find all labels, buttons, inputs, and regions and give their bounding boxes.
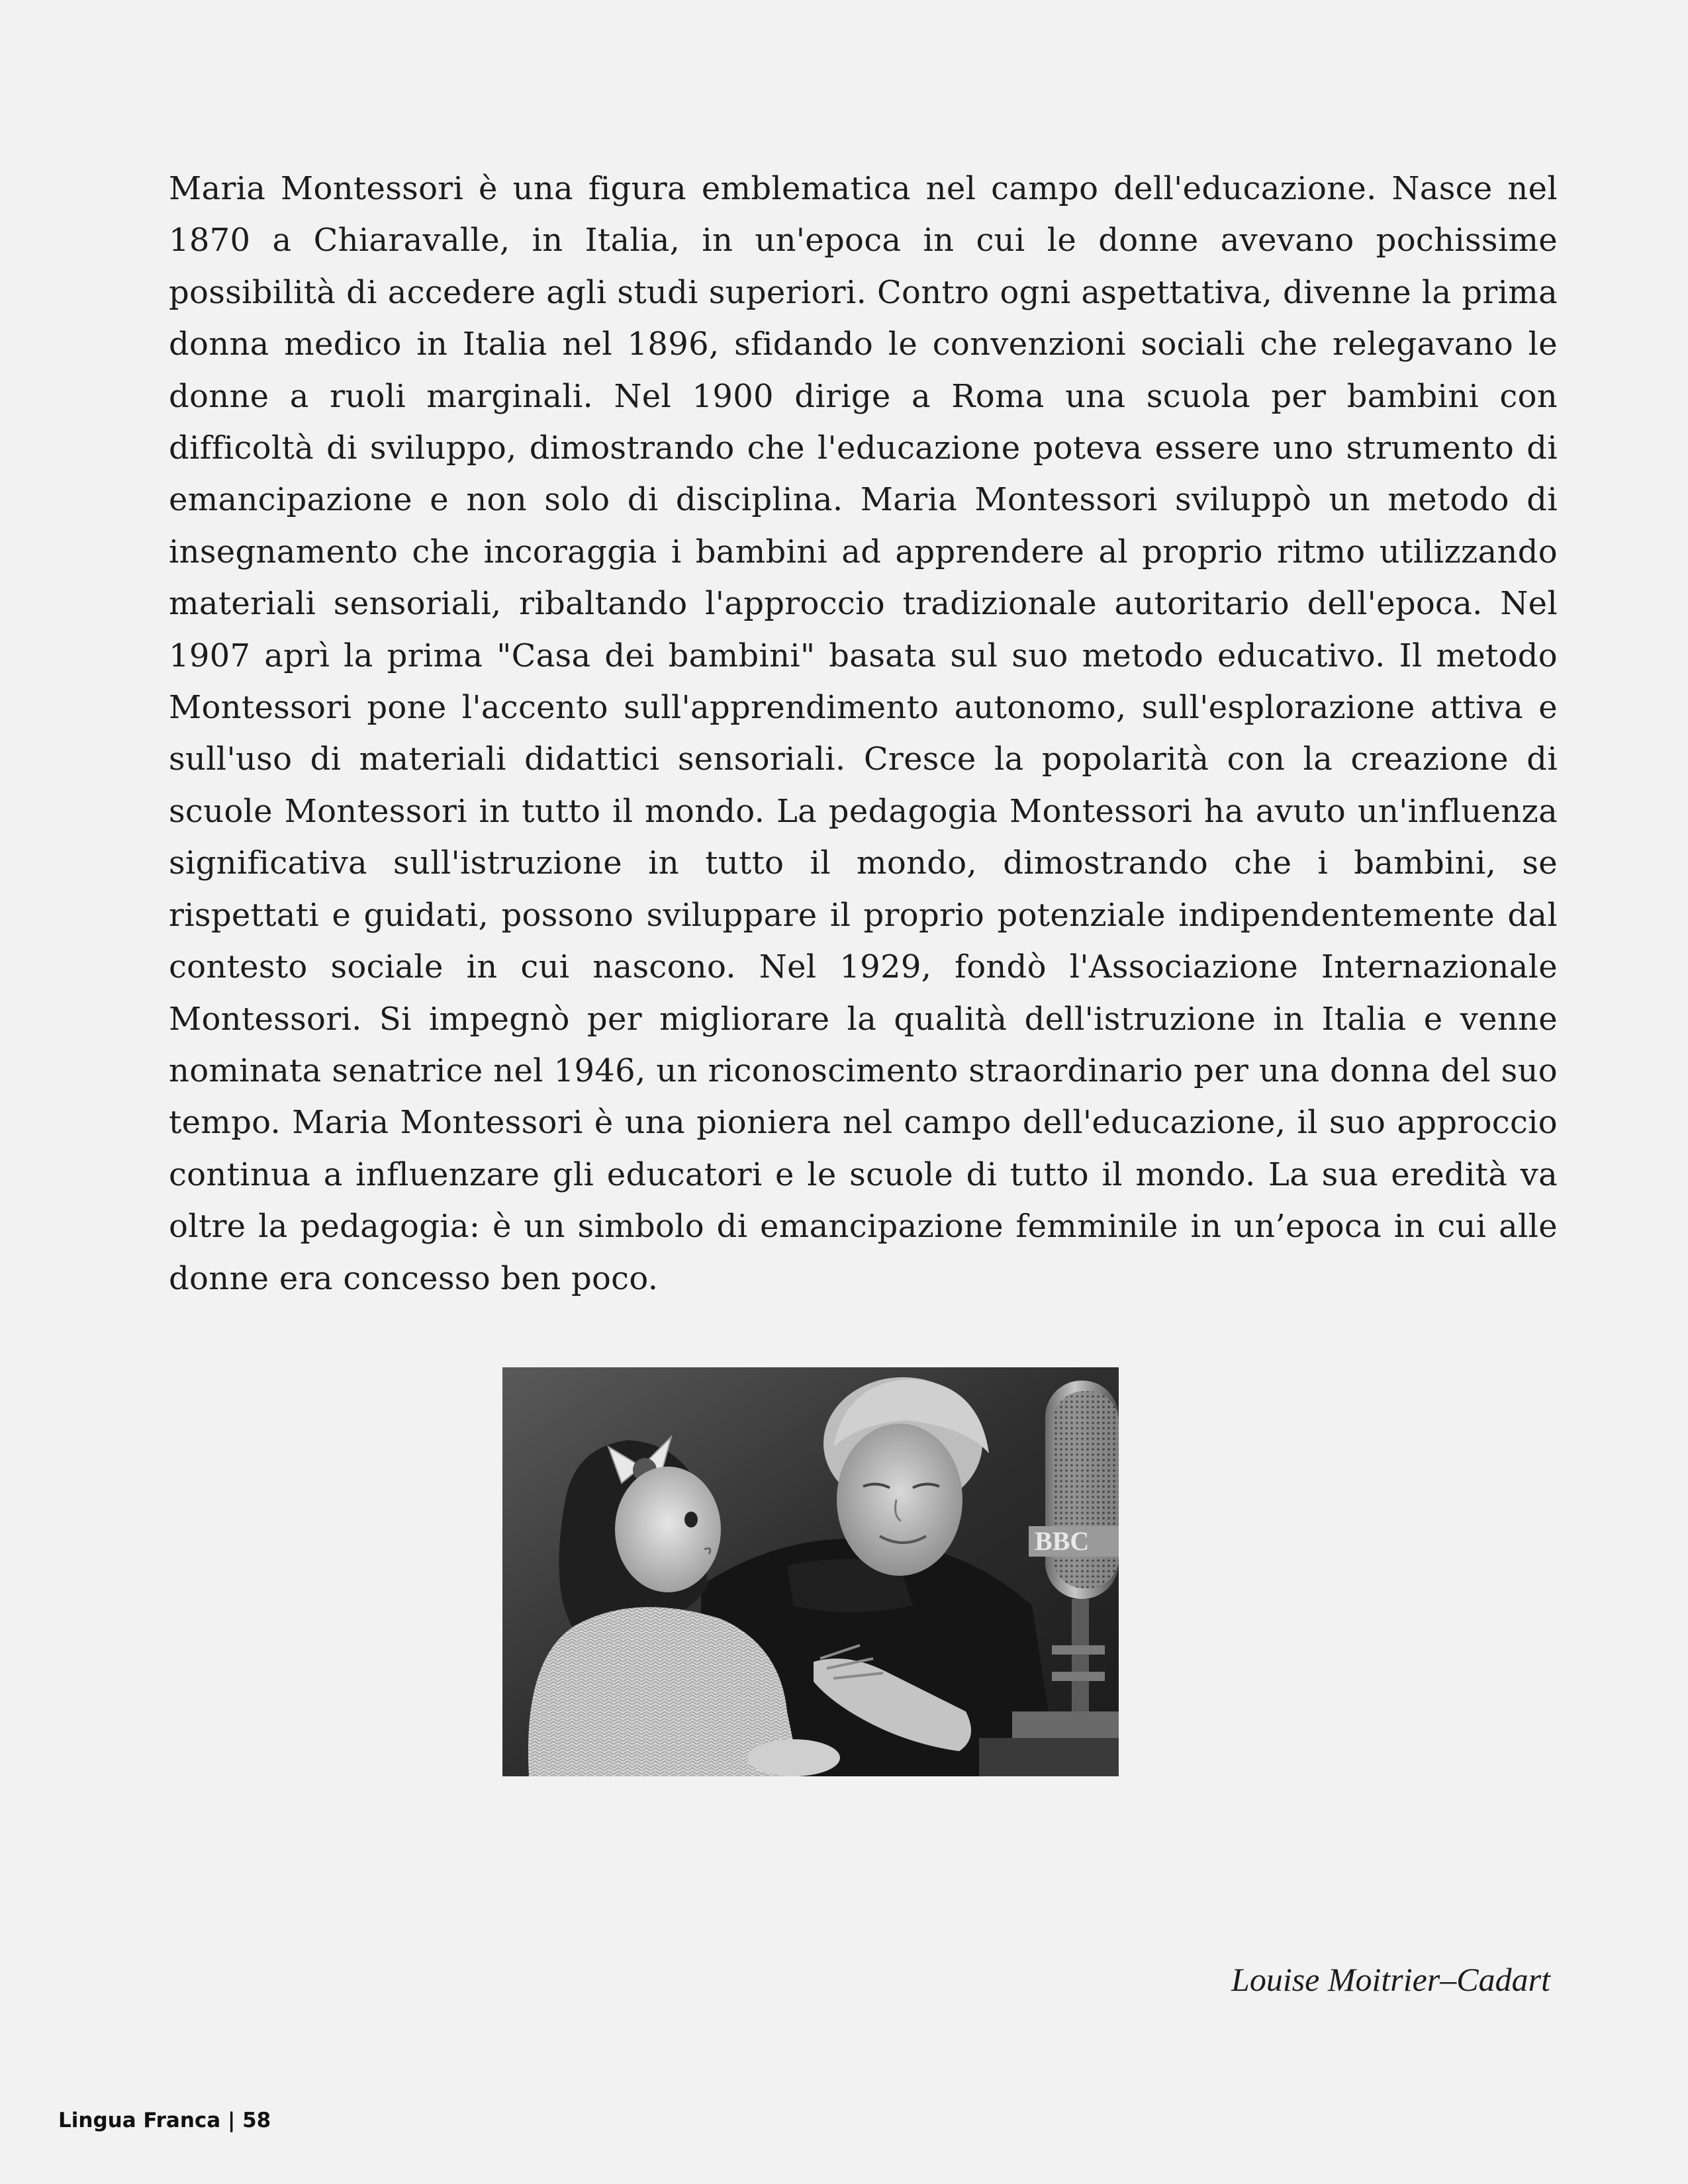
woman-face xyxy=(837,1424,962,1576)
child-hand xyxy=(747,1739,840,1776)
microphone-label: BBC xyxy=(1035,1526,1090,1556)
article-author: Louise Moitrier–Cadart xyxy=(1231,1961,1550,1998)
child-face xyxy=(615,1467,721,1592)
photo-illustration xyxy=(502,1367,1119,1776)
page-footer: Lingua Franca | 58 xyxy=(58,2109,271,2132)
montessori-photo xyxy=(502,1367,1119,1776)
article-body: Maria Montessori è una figura emblematica nel campo dell'educazione. Nasce nel 1870 a Chiaravalle, in Italia, in un'epoca in cui le donne avevano pochissime possibilità di accedere agli studi superiori. Contro ogni aspettativa, divenne la prima donna medico in Italia nel 1896, sfidando le convenzioni sociali che relegavano le donne a ruoli marginali. Nel 1900 dirige a Roma una scuola per bambini con difficoltà di sviluppo, dimostrando che l'educazione poteva essere uno strumento di emancipazione e non solo di disciplina. Maria Montessori sviluppò un metodo di insegnamento che incoraggia i bambini ad apprendere al proprio ritmo utilizzando materiali sensoriali, ribaltando l'approccio tradizionale autoritario dell'epoca. Nel 1907 aprì la prima "Casa dei bambini" basata sul suo metodo educativo. Il metodo Montessori pone l'accento sull'apprendimento autonomo, sull'esplorazione attiva e sull'uso di materiali didattici sensoriali. Cresce la popolarità con la creazione di scuole Montessori in tutto il mondo. La pedagogia Montessori ha avuto un'influenza significativa sull'istruzione in tutto il mondo, dimostrando che i bambini, se rispettati e guidati, possono sviluppare il proprio potenziale indipendentemente dal contesto sociale in cui nascono. Nel 1929, fondò l'Associazione Internazionale Montessori. Si impegnò per migliorare la qualità dell'istruzione in Italia e venne nominata senatrice nel 1946, un riconoscimento straordinario per una donna del suo tempo. Maria Montessori è una pioniera nel campo dell'educazione, il suo approccio continua a influenzare gli educatori e le scuole di tutto il mondo. La sua eredità va oltre la pedagogia: è un simbolo di emancipazione femminile in un’epoca in cui alle donne era concesso ben poco. xyxy=(169,170,1558,1297)
